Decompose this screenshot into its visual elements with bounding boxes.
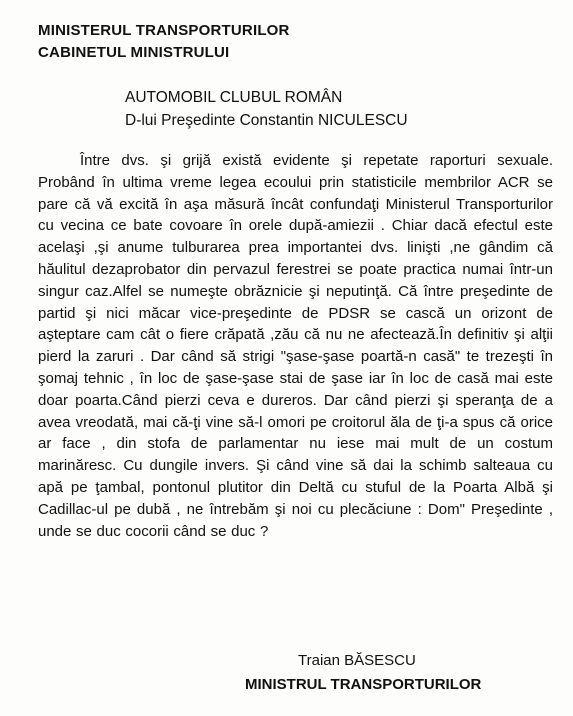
signature-title: MINISTRUL TRANSPORTURILOR — [245, 676, 482, 693]
addressee-person: D-lui Preşedinte Constantin NICULESCU — [125, 112, 408, 129]
letter-body: Între dvs. şi grijă există evidente şi repetate raporturi sexuale. Probând în ultima vreme legea ecoului prin statisticile membrilor ACR se pare că vă excită în aşa măsură încât confundaţi Ministerul Transporturilor cu vecina ce bate covoare în orele după-amiezii . Chiar dacă efectul este acelaşi ,şi anume tulburarea prea importantei dvs. linişti ,ne gândim că hăulitul dezaprobator din pervazul ferestrei se poate practica numai într-un singur caz.Alfel se numeşte obrăznicie şi neputinţă. Că între preşedinte de partid şi nici măcar vice-preşedinte de PDSR se cască un orizont de aşteptare cam cât o fiere crăpată ,zău că nu ne afectează.În definitiv şi alţii pierd la zaruri . Dar când să strigi "şase-şase poartă-n casă" te trezeşti în şomaj tehnic , în loc de şase-şase stai de şase iar în loc de casă mai este doar poarta.Când pierzi ceva e dureros. Dar când pierzi şi speranţa de a avea vreodată, mai că-ţi vine să-l omori pe croitorul ăla de ţi-a spus că orice ar face , din stofa de parlamentar nu iese mai mult de un costum marinăresc. Cu dungile invers. Şi când vine să dai la schimb salteaua cu apă pe ţambal, pontonul plutitor din Deltă cu stuful de la Poarta Albă şi Cadillac-ul pe dubă , ne întrebăm şi noi cu plecăciune : Dom" Preşedinte , unde se duc cocorii când se duc ? — [38, 152, 553, 540]
header-cabinet: CABINETUL MINISTRULUI — [38, 44, 230, 61]
header-ministry: MINISTERUL TRANSPORTURILOR — [38, 22, 290, 39]
addressee-organization: AUTOMOBIL CLUBUL ROMÂN — [125, 89, 343, 106]
signature-name: Traian BĂSESCU — [298, 652, 416, 669]
